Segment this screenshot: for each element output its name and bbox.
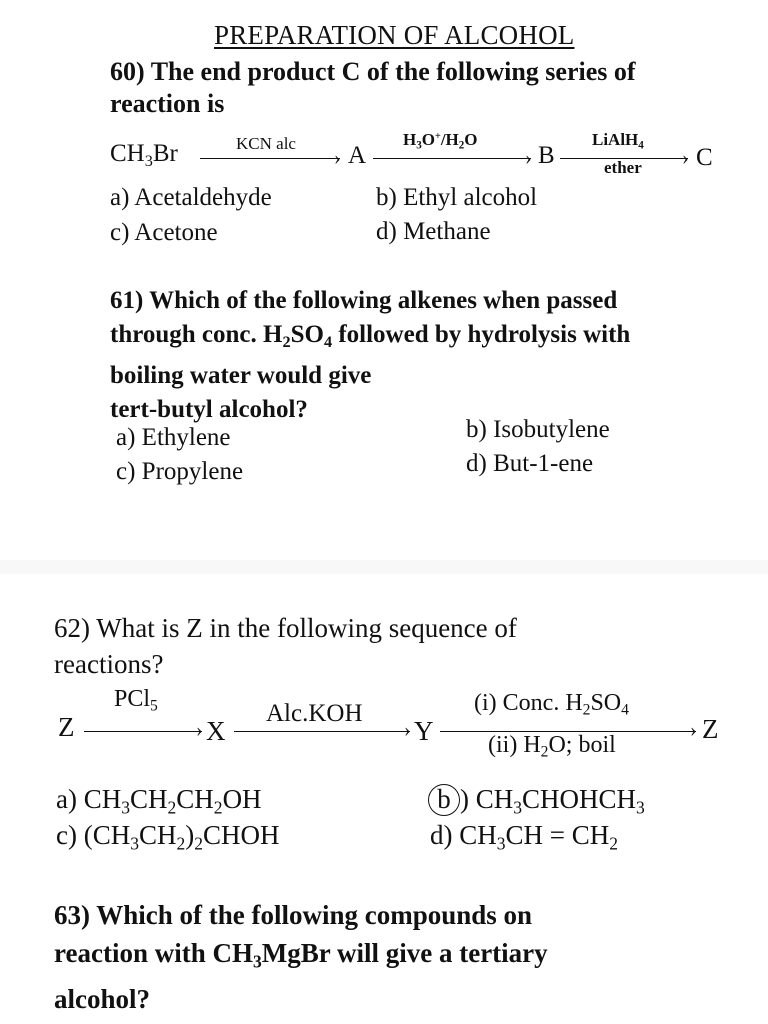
q60-arrow-1 (200, 158, 340, 159)
q62-option-b: b ) $CH_3CHOHCH_3$ (428, 784, 645, 818)
question-60-line2: reaction is (110, 89, 225, 118)
question-62-text (54, 610, 684, 682)
question-61-line1: 61) Which of the following alkenes when passed (110, 287, 618, 314)
q60-option-c: c) Acetone (110, 219, 218, 246)
section-divider (0, 560, 768, 574)
q60-reagent-1: KCN alc (236, 134, 296, 153)
q61-option-b: b) Isobutylene (466, 416, 610, 443)
question-63-line3: alcohol? (54, 984, 151, 1015)
q62-arrow-1 (84, 731, 202, 732)
q62-arrowhead-3: › (690, 719, 697, 741)
q60-reagent-3-top: LiAlH$_4$ (592, 130, 644, 152)
q61-option-c: c) Propylene (116, 458, 244, 485)
question-61-line4: tert-butyl alcohol? (110, 395, 308, 423)
q62-reagent-1: PCl$_5$ (114, 686, 158, 715)
q62-arrowhead-1: › (196, 719, 203, 741)
q60-reagent-2: $H_3O^+/H_2O$ (403, 130, 478, 152)
question-63-line1: 63) Which of the following compounds on (54, 900, 533, 930)
q60-product-b: B (538, 142, 555, 169)
q60-arrowhead-2: › (525, 147, 532, 169)
question-63-line2: reaction with $CH_3MgBr$ will give a tertiary (54, 938, 548, 972)
q60-option-a: a) Acetaldehyde (110, 184, 272, 211)
q62-arrowhead-2: › (404, 719, 411, 741)
question-61-line3: boiling water would give (110, 361, 372, 389)
q62-option-a: a) $CH_3CH_2CH_2OH$ (56, 784, 262, 818)
q60-reagent-3-bottom: ether (604, 158, 642, 177)
q62-reagent-3-top: (i) Conc. $H_2SO_4$ (474, 690, 629, 719)
q60-reactant: $CH_3Br$ (110, 140, 178, 170)
question-60-text (110, 56, 730, 120)
q60-option-d: d) Methane (376, 218, 491, 245)
q61-option-a: a) Ethylene (116, 424, 231, 451)
q62-arrow-2 (234, 731, 410, 732)
q62-reagent-2: Alc.KOH (266, 700, 363, 727)
question-60-line1: 60) The end product C of the following series of (110, 57, 636, 86)
q62-y: Y (414, 716, 434, 746)
q60-option-b: b) Ethyl alcohol (376, 184, 538, 211)
q60-product-a: A (348, 142, 367, 169)
q62-option-b-marker: b (428, 784, 460, 816)
question-63-text (54, 896, 684, 1018)
q60-arrow-2 (373, 158, 531, 159)
q62-reagent-3-bottom: (ii) $H_2O$; boil (488, 732, 616, 761)
q60-arrowhead-3: › (682, 147, 689, 169)
q62-end-z: Z (702, 714, 719, 744)
q62-option-d: d) $CH_3CH = CH_2$ (430, 820, 619, 854)
question-61-text (110, 284, 740, 427)
q62-x: X (206, 716, 226, 746)
q60-arrowhead-1: › (334, 147, 341, 169)
q62-option-c: c) $(CH_3CH_2)_2CHOH$ (56, 820, 280, 854)
q62-start-z: Z (58, 712, 75, 742)
question-62-line2: reactions? (54, 649, 164, 679)
q60-product-c: C (696, 144, 713, 171)
q61-option-d: d) But-1-ene (466, 450, 594, 477)
question-62-line1: 62) What is Z in the following sequence of (54, 613, 517, 643)
question-61-line2: through conc. $H_2SO_4$ followed by hydrolysis with (110, 321, 631, 351)
page-title: PREPARATION OF ALCOHOL (214, 20, 575, 50)
